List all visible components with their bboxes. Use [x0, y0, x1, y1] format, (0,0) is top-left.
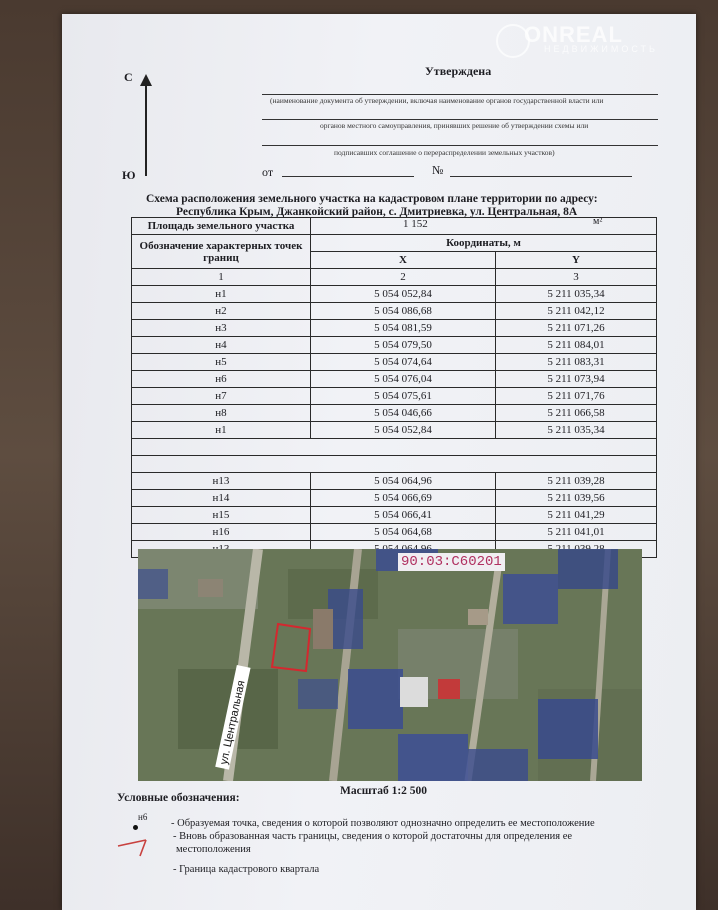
- table-row: [132, 507, 657, 524]
- point-cell: н1: [132, 422, 311, 439]
- y-cell: 5 211 071,26: [496, 320, 657, 337]
- area-unit: м²: [593, 216, 603, 227]
- divider: [262, 94, 658, 95]
- street-label: ул. Центральная: [218, 679, 248, 766]
- header-row: [132, 235, 657, 252]
- divider: [262, 119, 658, 120]
- watermark-sub: НЕДВИЖИМОСТЬ: [544, 44, 658, 54]
- legend-item-boundary-cont: местоположения: [176, 844, 251, 855]
- y-header: Y: [496, 252, 657, 269]
- point-cell: н3: [132, 320, 311, 337]
- y-cell: 5 211 035,34: [496, 422, 657, 439]
- area-label: Площадь земельного участка: [132, 218, 311, 235]
- table-row: [132, 303, 657, 320]
- y-cell: 5 211 073,94: [496, 371, 657, 388]
- cadastral-number: 90:03:С60201: [398, 553, 505, 571]
- map-scale: Масштаб 1:2 500: [340, 785, 428, 797]
- watermark-brand: ONREAL: [524, 22, 623, 47]
- y-cell: 5 211 042,12: [496, 303, 657, 320]
- y-cell: 5 211 039,28: [496, 473, 657, 490]
- point-cell: н16: [132, 524, 311, 541]
- x-cell: 5 054 064,96: [311, 473, 496, 490]
- approval-note-3: подписавших соглашение о перераспределении земельных участков): [334, 148, 555, 157]
- map-image: [138, 549, 642, 781]
- x-cell: 5 054 046,66: [311, 405, 496, 422]
- point-cell: н2: [132, 303, 311, 320]
- separator-row: [132, 456, 657, 473]
- table-row: [132, 422, 657, 439]
- table-row: [132, 337, 657, 354]
- y-cell: 5 211 039,56: [496, 490, 657, 507]
- y-cell: 5 211 084,01: [496, 337, 657, 354]
- x-cell: 5 054 079,50: [311, 337, 496, 354]
- y-cell: 5 211 035,34: [496, 286, 657, 303]
- approval-from-label: от: [262, 165, 274, 179]
- column-number-row: [132, 269, 657, 286]
- table-row: [132, 320, 657, 337]
- area-value: 1 152: [403, 218, 428, 230]
- y-cell: 5 211 041,29: [496, 507, 657, 524]
- point-cell: н6: [132, 371, 311, 388]
- point-cell: н5: [132, 354, 311, 371]
- x-cell: 5 054 066,69: [311, 490, 496, 507]
- col-number: 2: [311, 269, 496, 286]
- approval-title: Утверждена: [425, 64, 492, 78]
- divider: [262, 145, 658, 146]
- compass-south-label: Ю: [122, 168, 136, 182]
- x-cell: 5 054 081,59: [311, 320, 496, 337]
- x-cell: 5 054 064,68: [311, 524, 496, 541]
- legend-item-boundary: - Вновь образованная часть границы, сведения о которой достаточны для определения ее: [173, 831, 573, 842]
- approval-number-label: №: [432, 163, 444, 177]
- x-cell: 5 054 076,04: [311, 371, 496, 388]
- point-cell: н13: [132, 473, 311, 490]
- satellite-map: [138, 549, 642, 781]
- area-row: [132, 218, 657, 235]
- compass-line: [145, 84, 147, 176]
- legend-dot-label: н6: [138, 812, 148, 822]
- coords-header: Координаты, м: [311, 235, 657, 252]
- y-cell: 5 211 041,01: [496, 524, 657, 541]
- y-cell: 5 211 083,31: [496, 354, 657, 371]
- x-header: X: [311, 252, 496, 269]
- x-cell: 5 054 074,64: [311, 354, 496, 371]
- y-cell: 5 211 071,76: [496, 388, 657, 405]
- boundary-line-icon: [116, 832, 156, 858]
- col-number: 3: [496, 269, 657, 286]
- point-marker-icon: [133, 825, 138, 830]
- compass-north-label: С: [124, 70, 133, 84]
- y-cell: 5 211 066,58: [496, 405, 657, 422]
- number-line: [450, 176, 632, 177]
- table-row: [132, 286, 657, 303]
- point-cell: н1: [132, 286, 311, 303]
- point-header: Обозначение характерных точек границ: [132, 235, 311, 269]
- area-cell: [311, 218, 657, 235]
- coordinates-table: [131, 217, 657, 558]
- legend-item-point: - Образуемая точка, сведения о которой позволяют однозначно определить ее местоположение: [171, 818, 595, 829]
- approval-note-1: (наименование документа об утверждении, включая наименование органов государственной власти или: [270, 96, 604, 105]
- schema-title: Схема расположения земельного участка на кадастровом плане территории по адресу:: [146, 193, 598, 205]
- x-cell: 5 054 066,41: [311, 507, 496, 524]
- point-cell: н15: [132, 507, 311, 524]
- x-cell: 5 054 052,84: [311, 286, 496, 303]
- table-row: [132, 473, 657, 490]
- legend-title: Условные обозначения:: [117, 792, 240, 804]
- watermark: [490, 22, 658, 54]
- point-cell: н14: [132, 490, 311, 507]
- date-line: [282, 176, 414, 177]
- table-row: [132, 388, 657, 405]
- table-row: [132, 405, 657, 422]
- separator-row: [132, 439, 657, 456]
- table-row: [132, 354, 657, 371]
- col-number: 1: [132, 269, 311, 286]
- x-cell: 5 054 086,68: [311, 303, 496, 320]
- point-cell: н4: [132, 337, 311, 354]
- table-row: [132, 524, 657, 541]
- point-cell: н7: [132, 388, 311, 405]
- x-cell: 5 054 052,84: [311, 422, 496, 439]
- approval-note-2: органов местного самоуправления, принявших решение об утверждении схемы или: [320, 121, 589, 130]
- table-row: [132, 371, 657, 388]
- point-cell: н8: [132, 405, 311, 422]
- legend-item-quarter: - Граница кадастрового квартала: [173, 864, 320, 875]
- table-row: [132, 490, 657, 507]
- x-cell: 5 054 075,61: [311, 388, 496, 405]
- schema-address: Республика Крым, Джанкойский район, с. Дмитриевка, ул. Центральная, 8А: [176, 206, 578, 218]
